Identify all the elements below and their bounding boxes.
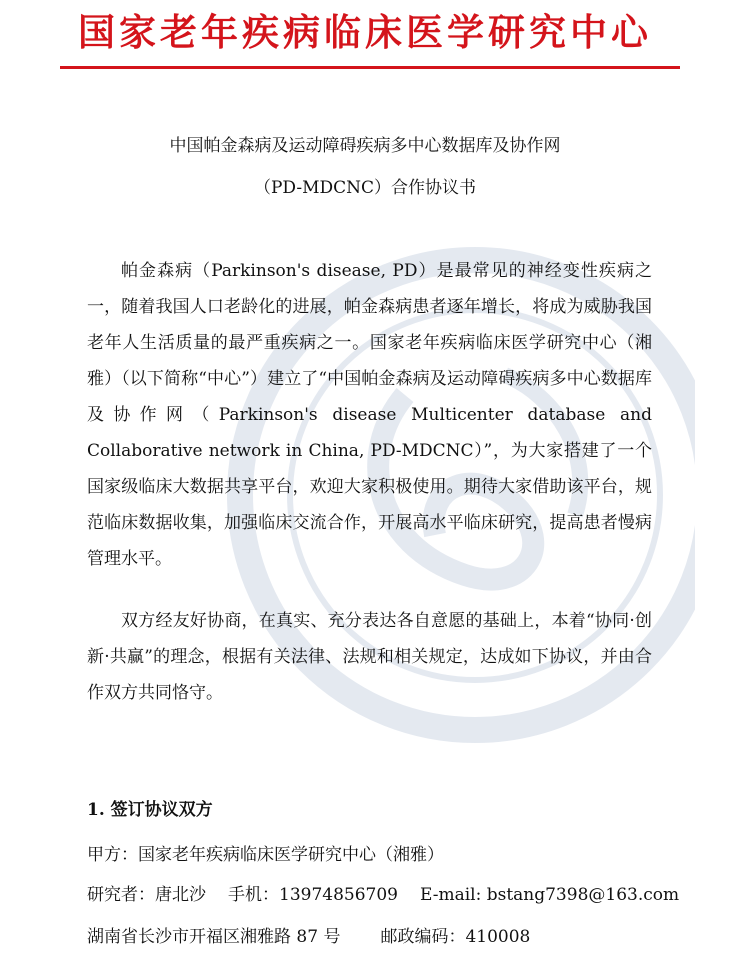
document-title-line1: 中国帕金森病及运动障碍疾病多中心数据库及协作网 xyxy=(169,136,561,156)
contact-line xyxy=(87,883,687,907)
section-heading: 1. 签订协议双方 xyxy=(87,800,213,820)
agreement-paragraph: 双方经友好协商，在真实、充分表达各自意愿的基础上，本着“协同·创新·共赢”的理念，根据有关法律、法规和相关规定，达成如下协议，并由合作双方共同恪守。 xyxy=(87,611,652,703)
researcher-name: 研究者：唐北沙 xyxy=(87,885,206,905)
postal-address: 湖南省长沙市开福区湘雅路 87 号 xyxy=(87,927,341,947)
postal-code: 邮政编码：410008 xyxy=(380,927,531,947)
intro-paragraph: 帕金森病（Parkinson's disease, PD）是最常见的神经变性疾病之一，随着我国人口老龄化的进展，帕金森病患者逐年增长，将成为威胁我国老年人生活质量的最严重疾病之一。国家老年疾病临床医学研究中心（湘雅）（以下简称“中心”）建立了“中国帕金森病及运动障碍疾病多中心数据库及协作网（Parkinson's disease Multicenter database and Collaborative network in China, PD-MDCNC）”，为大家搭建了一个国家级临床大数据共享平台，欢迎大家积极使用。期待大家借助该平台，规范临床数据收集，加强临床交流合作，开展高水平临床研究，提高患者慢病管理水平。 xyxy=(87,261,652,569)
party-a-line: 甲方：国家老年疾病临床医学研究中心（湘雅） xyxy=(87,845,444,865)
address-line xyxy=(87,925,687,949)
document-title-line2: （PD-MDCNC）合作协议书 xyxy=(253,178,477,198)
researcher-phone: 手机：13974856709 xyxy=(228,885,398,905)
header-divider xyxy=(60,66,680,69)
researcher-email: E-mail: bstang7398@163.com xyxy=(419,885,680,905)
header-title: 国家老年疾病临床医学研究中心 xyxy=(78,11,652,54)
